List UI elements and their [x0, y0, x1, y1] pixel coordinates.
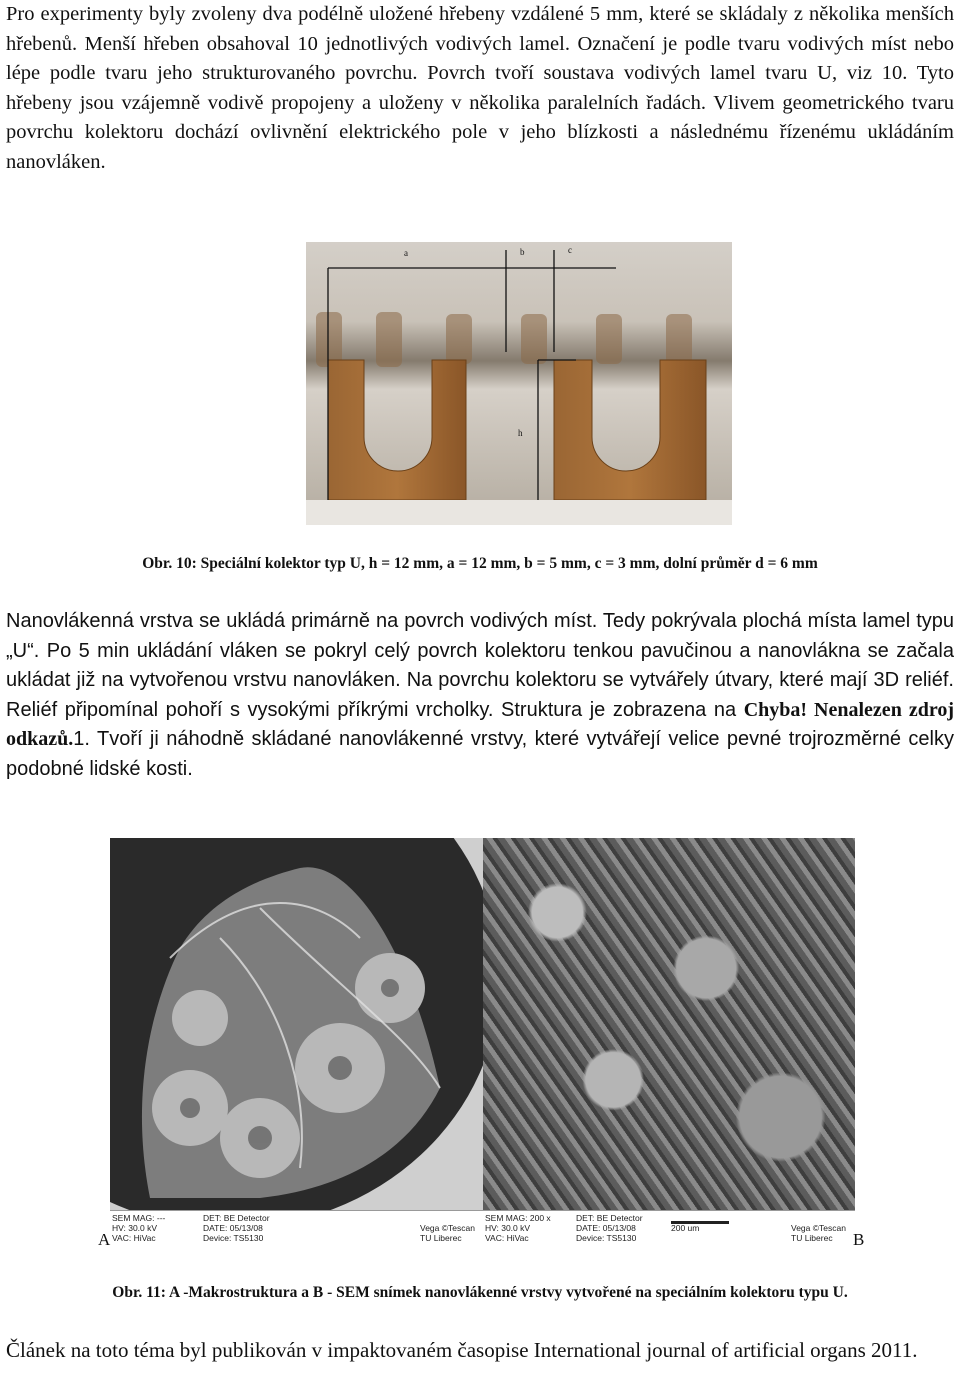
- sem-info-bar-b: [483, 1210, 855, 1253]
- body-text-part1: Nanovlákenná vrstva se ukládá primárně na povrch vodivých míst. Tedy pokrývala plochá místa lamel typu „U“. Po 5 min ukládání vláken se pokryl celý povrch kolektoru tenkou pavučinou a nanovlákna se začala ukládat již na vytvořenou vrstvu nanovláken. Na povrchu kolektoru se vytvářely útvary, které mají 3D reliéf. Reliéf připomínal pohoří s vysokými příkrými vrcholky. Struktura je zobrazena na: [6, 610, 954, 721]
- sem-hv-b: HV: 30.0 kV: [485, 1223, 531, 1233]
- closing-paragraph: Článek na toto téma byl publikován v impaktovaném časopise International journal of artificial organs 2011.: [6, 1338, 918, 1362]
- intro-paragraph: Pro experimenty byly zvoleny dva podélně uložené hřebeny vzdálené 5 mm, které se skládaly z několika menších hřebenů. Menší hřeben obsahoval 10 jednotlivých vodivých lamel. Označení je podle tvaru vodivých míst nebo lépe podle tvaru jeho strukturovaného povrchu. Povrch tvoří soustava vodivých lamel tvaru U, viz 10. Tyto hřebeny jsou vzájemně vodivě propojeny a uloženy v několika paralelních řadách. Vlivem geometrického tvaru povrchu kolektoru dochází ovlivnění elektrického pole v jeho blízkosti a následnému řízenému ukládáním nanovláken.: [6, 3, 954, 173]
- sem-date-b: DATE: 05/13/08: [576, 1223, 636, 1233]
- sem-mag-a: SEM MAG: ---: [112, 1213, 166, 1223]
- sem-hv-a: HV: 30.0 kV: [112, 1223, 158, 1233]
- sem-info-bar-a: [110, 1210, 483, 1253]
- figure-letter-b: B: [853, 1230, 865, 1249]
- dimension-label-a: a: [404, 248, 408, 258]
- dimension-label-b: b: [520, 247, 525, 257]
- sem-institution-b: TU Liberec: [791, 1233, 833, 1243]
- sem-mag-b: SEM MAG: 200 x: [485, 1213, 551, 1223]
- sem-brand-b: Vega ©Tescan: [791, 1223, 846, 1233]
- sem-institution-a: TU Liberec: [420, 1233, 462, 1243]
- body-text-part2: 1. Tvoří ji náhodně skládané nanovlákenné vrstvy, které vytvářejí velice pevné trojrozměrné celky podobné lidské kosti.: [6, 728, 954, 780]
- dimension-label-h: h: [518, 428, 523, 438]
- dimension-label-c: c: [568, 245, 572, 255]
- sem-det-b: DET: BE Detector: [576, 1213, 643, 1223]
- figure-letter-a: A: [98, 1230, 111, 1249]
- figure-11-caption: Obr. 11: A -Makrostruktura a B - SEM snímek nanovlákenné vrstvy vytvořené na speciálním kolektoru typu U.: [112, 1284, 848, 1301]
- sem-det-a: DET: BE Detector: [203, 1213, 270, 1223]
- sem-vac-a: VAC: HiVac: [112, 1233, 156, 1243]
- sem-device-b: Device: TS5130: [576, 1233, 637, 1243]
- figure-10-caption: Obr. 10: Speciální kolektor typ U, h = 12 mm, a = 12 mm, b = 5 mm, c = 3 mm, dolní průměr d = 6 mm: [142, 555, 818, 572]
- sem-micrograph-image: [483, 838, 855, 1210]
- u-collector-photo: [306, 242, 732, 525]
- sem-brand-a: Vega ©Tescan: [420, 1223, 475, 1233]
- reference-error: Chyba! Nenalezen zdroj odkazů.: [6, 698, 955, 750]
- body-paragraph: [6, 607, 954, 784]
- sem-vac-b: VAC: HiVac: [485, 1233, 529, 1243]
- scale-bar-label: 200 um: [671, 1223, 700, 1233]
- sem-device-a: Device: TS5130: [203, 1233, 264, 1243]
- sem-date-a: DATE: 05/13/08: [203, 1223, 263, 1233]
- macrostructure-image: [110, 838, 483, 1210]
- sem-figure: [98, 838, 865, 1252]
